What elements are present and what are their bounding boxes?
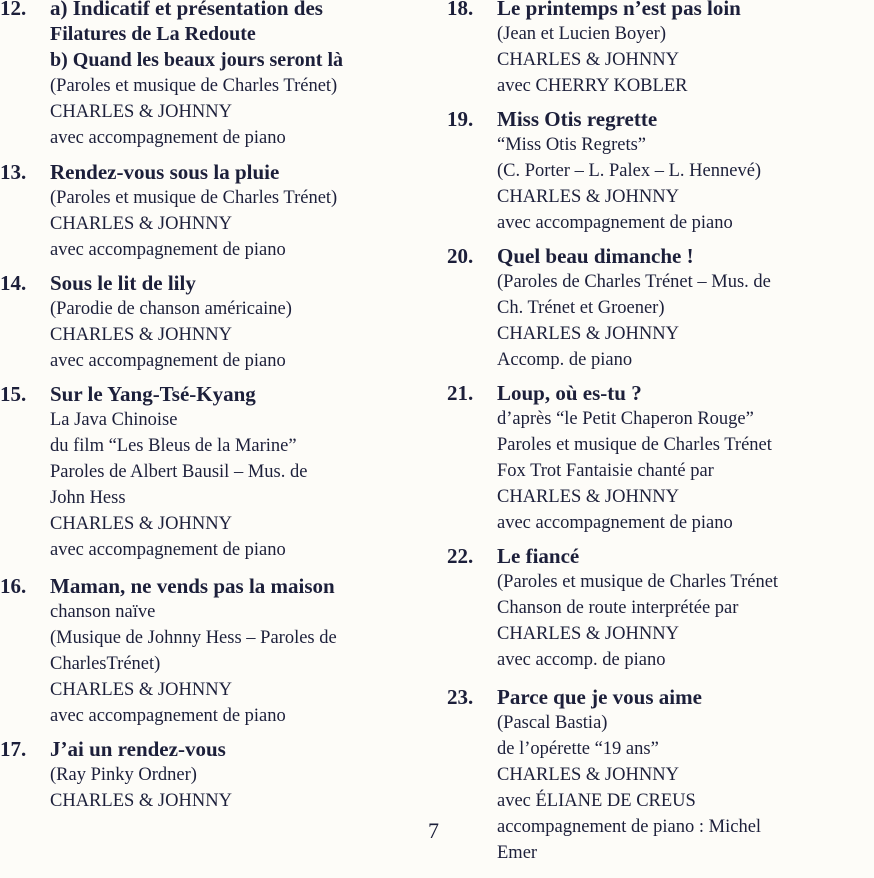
credit-line: Chanson de route interprétée par — [497, 598, 739, 618]
credit-line: avec accompagnement de piano — [497, 513, 733, 533]
credit-line: b) Quand les beaux jours seront là — [50, 49, 344, 71]
credit-line: Paroles de Albert Bausil – Mus. de — [50, 462, 308, 482]
credit-line: CHARLES & JOHNNY — [497, 765, 679, 785]
credit-line: (Musique de Johnny Hess – Paroles de — [50, 628, 337, 648]
track-number: 15. — [0, 382, 27, 406]
credit-line: “Miss Otis Regrets” — [497, 135, 647, 155]
track-title: Loup, où es-tu ? — [497, 381, 642, 405]
track-number: 18. — [447, 0, 474, 20]
track-number: 23. — [447, 685, 474, 709]
credit-line: d’après “le Petit Chaperon Rouge” — [497, 409, 754, 429]
track-title: Le fiancé — [497, 544, 580, 568]
credit-line: La Java Chinoise — [50, 410, 178, 430]
track-title: Maman, ne vends pas la maison — [50, 574, 335, 598]
track-credits — [497, 132, 761, 236]
credit-line: CHARLES & JOHNNY — [497, 487, 679, 507]
track-title: Miss Otis regrette — [497, 107, 658, 131]
credit-line: avec accompagnement de piano — [50, 128, 286, 148]
track-number: 12. — [0, 0, 27, 20]
credit-line: (Jean et Lucien Boyer) — [497, 24, 666, 44]
track-number: 19. — [447, 107, 474, 131]
track-number: 20. — [447, 244, 474, 268]
track-title: J’ai un rendez-vous — [50, 737, 226, 761]
track-title: Parce que je vous aime — [497, 685, 702, 709]
track-title: Quel beau dimanche ! — [497, 244, 694, 268]
credit-line: CHARLES & JOHNNY — [50, 102, 232, 122]
credit-line: CharlesTrénet) — [50, 654, 161, 674]
credit-line: avec ÉLIANE DE CREUS — [497, 791, 696, 811]
page-number: 7 — [428, 818, 439, 843]
credit-line: CHARLES & JOHNNY — [497, 324, 679, 344]
credit-line: avec accompagnement de piano — [50, 706, 286, 726]
credit-line: (Paroles et musique de Charles Trénet) — [50, 188, 338, 208]
credit-line: Fox Trot Fantaisie chanté par — [497, 461, 714, 481]
credit-line: (Pascal Bastia) — [497, 713, 608, 733]
track-credits — [50, 185, 337, 263]
credit-line: avec accompagnement de piano — [50, 351, 286, 371]
track-credits — [50, 21, 343, 151]
credit-line: chanson naïve — [50, 602, 156, 622]
track-credits — [50, 599, 337, 729]
track-credits — [50, 296, 292, 374]
credit-line: CHARLES & JOHNNY — [497, 624, 679, 644]
credit-line: CHARLES & JOHNNY — [497, 50, 679, 70]
credit-line: (Parodie de chanson américaine) — [50, 299, 292, 319]
credit-line: Emer — [497, 843, 538, 863]
track-credits — [497, 569, 778, 673]
track-credits — [497, 21, 687, 99]
credit-line: du film “Les Bleus de la Marine” — [50, 436, 297, 456]
track-number: 14. — [0, 271, 27, 295]
track-credits — [50, 762, 232, 814]
credit-line: John Hess — [50, 488, 126, 508]
credit-line: avec accompagnement de piano — [50, 540, 286, 560]
track-number: 16. — [0, 574, 27, 598]
track-credits — [50, 407, 307, 563]
track-credits — [497, 269, 771, 373]
credit-line: avec accompagnement de piano — [497, 213, 733, 233]
track-number: 21. — [447, 381, 474, 405]
credit-line: CHARLES & JOHNNY — [50, 214, 232, 234]
credit-line: (Paroles et musique de Charles Trénet — [497, 572, 779, 592]
track-number: 22. — [447, 544, 474, 568]
credit-line: CHARLES & JOHNNY — [50, 791, 232, 811]
credit-line: Ch. Trénet et Groener) — [497, 298, 665, 318]
credit-line: CHARLES & JOHNNY — [50, 325, 232, 345]
credit-line: Paroles et musique de Charles Trénet — [497, 435, 772, 455]
credit-line: (Paroles et musique de Charles Trénet) — [50, 76, 338, 96]
track-title: a) Indicatif et présentation des — [50, 0, 323, 20]
credit-line: avec CHERRY KOBLER — [497, 76, 688, 96]
track-title: Le printemps n’est pas loin — [497, 0, 741, 20]
track-title: Sur le Yang-Tsé-Kyang — [50, 382, 256, 406]
credit-line: CHARLES & JOHNNY — [50, 514, 232, 534]
track-number: 13. — [0, 160, 27, 184]
credit-line: Accomp. de piano — [497, 350, 633, 370]
track-number: 17. — [0, 737, 27, 761]
credit-line: (Ray Pinky Ordner) — [50, 765, 197, 785]
credit-line: (Paroles de Charles Trénet – Mus. de — [497, 272, 771, 292]
credit-line: accompagnement de piano : Michel — [497, 817, 762, 837]
track-title: Sous le lit de lily — [50, 271, 196, 295]
track-title: Rendez-vous sous la pluie — [50, 160, 280, 184]
credit-line: Filatures de La Redoute — [50, 23, 256, 45]
credit-line: CHARLES & JOHNNY — [497, 187, 679, 207]
credit-line: avec accomp. de piano — [497, 650, 666, 670]
track-credits — [497, 710, 761, 866]
credit-line: avec accompagnement de piano — [50, 240, 286, 260]
track-credits — [497, 406, 772, 536]
credit-line: (C. Porter – L. Palex – L. Hennevé) — [497, 161, 762, 181]
credit-line: CHARLES & JOHNNY — [50, 680, 232, 700]
credit-line: de l’opérette “19 ans” — [497, 739, 659, 759]
